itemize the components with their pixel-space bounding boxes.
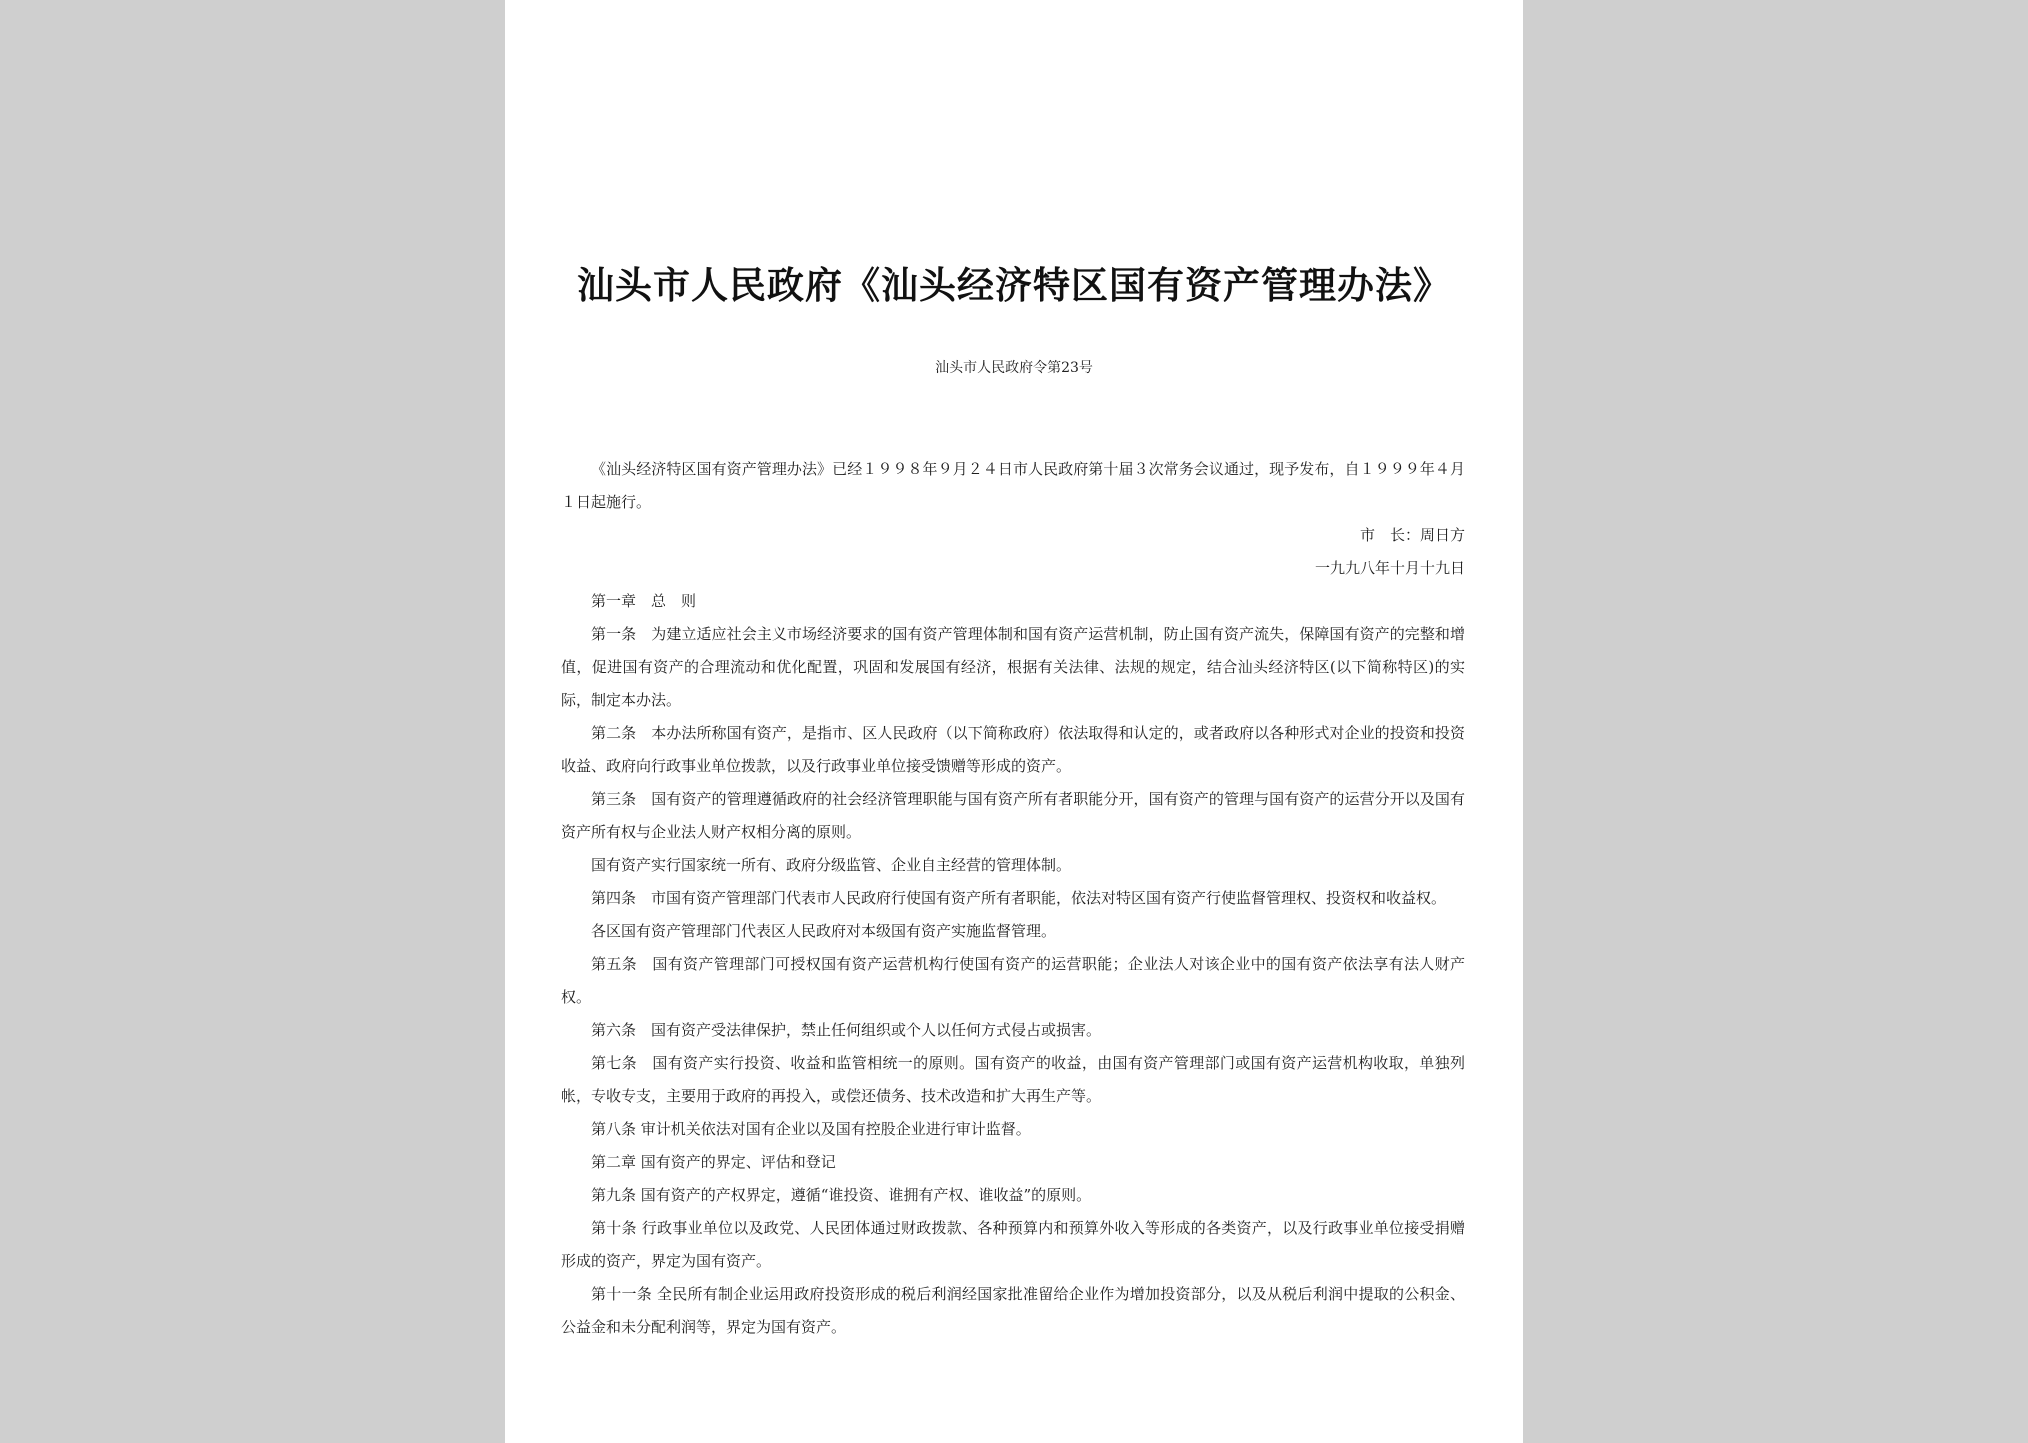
article-paragraph: 第四条 市国有资产管理部门代表市人民政府行使国有资产所有者职能，依法对特区国有资产行使监督管理权、投资权和收益权。 bbox=[591, 889, 1447, 907]
document-title: 汕头市人民政府《汕头经济特区国有资产管理办法》 bbox=[577, 263, 1451, 307]
article-paragraph: 第十条 行政事业单位以及政党、人民团体通过财政拨款、各种预算内和预算外收入等形成的各类资产，以及行政事业单位接受捐赠形成的资产，界定为国有资产。 bbox=[561, 1219, 1465, 1270]
document-body bbox=[561, 453, 1465, 1344]
article-paragraph: 第一条 为建立适应社会主义市场经济要求的国有资产管理体制和国有资产运营机制，防止国有资产流失，保障国有资产的完整和增值，促进国有资产的合理流动和优化配置，巩固和发展国有经济，根据有关法律、法规的规定，结合汕头经济特区(以下简称特区)的实际，制定本办法。 bbox=[561, 625, 1465, 709]
article-paragraph: 各区国有资产管理部门代表区人民政府对本级国有资产实施监督管理。 bbox=[591, 922, 1057, 940]
article-paragraph: 第七条 国有资产实行投资、收益和监管相统一的原则。国有资产的收益，由国有资产管理部门或国有资产运营机构收取，单独列帐，专收专支，主要用于政府的再投入，或偿还债务、技术改造和扩大再生产等。 bbox=[561, 1054, 1465, 1105]
article-paragraph: 第九条 国有资产的产权界定，遵循“谁投资、谁拥有产权、谁收益”的原则。 bbox=[591, 1186, 1092, 1204]
chapter-heading: 第二章 国有资产的界定、评估和登记 bbox=[591, 1153, 836, 1171]
article-paragraph: 第三条 国有资产的管理遵循政府的社会经济管理职能与国有资产所有者职能分开，国有资产的管理与国有资产的运营分开以及国有资产所有权与企业法人财产权相分离的原则。 bbox=[561, 790, 1465, 841]
article-paragraph: 第二条 本办法所称国有资产，是指市、区人民政府（以下简称政府）依法取得和认定的，或者政府以各种形式对企业的投资和投资收益、政府向行政事业单位拨款，以及行政事业单位接受馈赠等形成的资产。 bbox=[561, 724, 1465, 775]
article-paragraph: 第五条 国有资产管理部门可授权国有资产运营机构行使国有资产的运营职能；企业法人对该企业中的国有资产依法享有法人财产权。 bbox=[561, 955, 1465, 1006]
preamble-paragraph: 《汕头经济特区国有资产管理办法》已经１９９８年９月２４日市人民政府第十届３次常务会议通过，现予发布，自１９９９年４月１日起施行。 bbox=[561, 460, 1465, 511]
document-subtitle: 汕头市人民政府令第23号 bbox=[935, 360, 1093, 376]
signature-line: 市 长：周日方 bbox=[1359, 526, 1465, 544]
article-paragraph: 第八条 审计机关依法对国有企业以及国有控股企业进行审计监督。 bbox=[591, 1120, 1031, 1138]
date-line: 一九九八年十月十九日 bbox=[1314, 559, 1465, 577]
document-page bbox=[505, 0, 1523, 1443]
article-paragraph: 国有资产实行国家统一所有、政府分级监管、企业自主经营的管理体制。 bbox=[591, 856, 1072, 874]
chapter-heading: 第一章 总 则 bbox=[591, 592, 697, 610]
article-paragraph: 第六条 国有资产受法律保护，禁止任何组织或个人以任何方式侵占或损害。 bbox=[591, 1021, 1102, 1039]
article-paragraph: 第十一条 全民所有制企业运用政府投资形成的税后利润经国家批准留给企业作为增加投资部分，以及从税后利润中提取的公积金、公益金和未分配利润等，界定为国有资产。 bbox=[561, 1285, 1465, 1336]
